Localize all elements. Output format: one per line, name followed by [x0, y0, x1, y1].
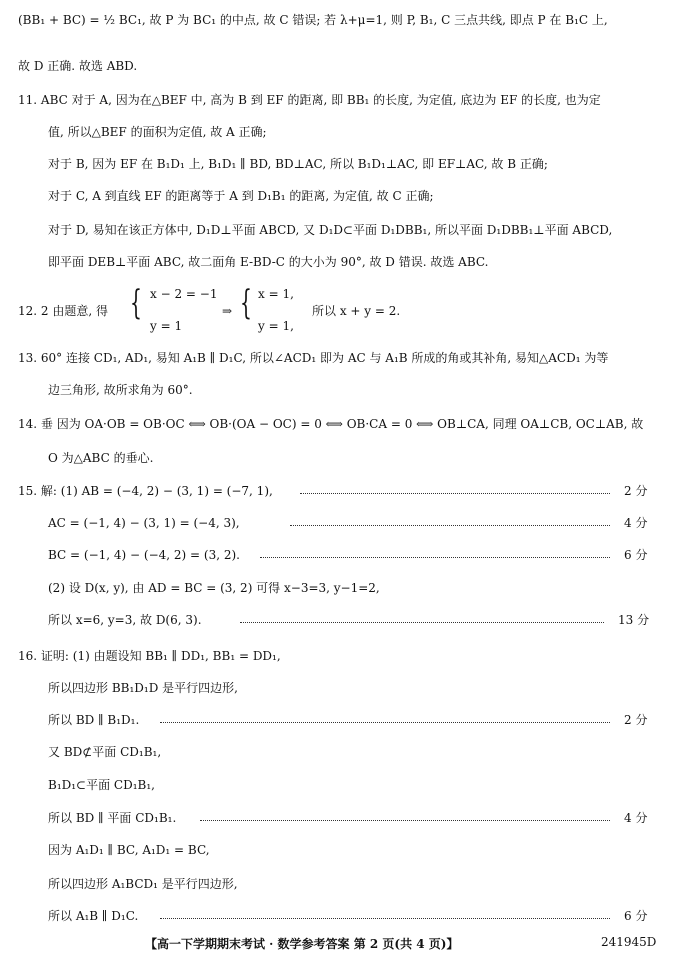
- page-footer-title: 【高一下学期期末考试 · 数学参考答案 第 2 页(共 4 页)】: [145, 937, 459, 951]
- score-label: 2 分: [624, 713, 648, 727]
- q15-line-1: 15. 解: (1) AB = (−4, 2) − (3, 1) = (−7, 1),: [18, 484, 273, 498]
- leader-dots: [160, 722, 610, 723]
- left-brace-icon: {: [240, 283, 252, 323]
- q15-line-3: BC = (−1, 4) − (−4, 2) = (3, 2).: [48, 548, 240, 562]
- leader-dots: [200, 820, 610, 821]
- score-label: 4 分: [624, 516, 648, 530]
- q15-line-5: 所以 x=6, y=3, 故 D(6, 3).: [48, 613, 202, 627]
- q11-line-3: 对于 B, 因为 EF 在 B₁D₁ 上, B₁D₁ ∥ BD, BD⊥AC, 所以 B₁D₁⊥AC, 即 EF⊥AC, 故 B 正确;: [48, 157, 548, 171]
- q14-line-1: 14. 垂 因为 OA·OB = OB·OC ⟺ OB·(OA − OC) = 0 ⟺ OB·CA = 0 ⟺ OB⊥CA, 同理 OA⊥CB, OC⊥AB, 故: [18, 417, 644, 431]
- q16-line-3: 所以 BD ∥ B₁D₁.: [48, 713, 140, 727]
- q16-line-4: 又 BD⊄平面 CD₁B₁,: [48, 745, 162, 759]
- q11-line-4: 对于 C, A 到直线 EF 的距离等于 A 到 D₁B₁ 的距离, 为定值, 故 C 正确;: [48, 189, 434, 203]
- q16-line-9: 所以 A₁B ∥ D₁C.: [48, 909, 139, 923]
- score-label: 6 分: [624, 909, 648, 923]
- leader-dots: [290, 525, 610, 526]
- q13-line-2: 边三角形, 故所求角为 60°.: [48, 383, 193, 397]
- q11-line-5: 对于 D, 易知在该正方体中, D₁D⊥平面 ABCD, 又 D₁D⊂平面 D₁DBB₁, 所以平面 D₁DBB₁⊥平面 ABCD,: [48, 223, 613, 237]
- score-label: 6 分: [624, 548, 648, 562]
- q16-line-1: 16. 证明: (1) 由题设知 BB₁ ∥ DD₁, BB₁ = DD₁,: [18, 649, 281, 663]
- q11-line-6: 即平面 DEB⊥平面 ABC, 故二面角 E-BD-C 的大小为 90°, 故 D 错误. 故选 ABC.: [48, 255, 489, 269]
- text-line-l1b: 故 D 正确. 故选 ABD.: [18, 59, 138, 73]
- q13-line-1: 13. 60° 连接 CD₁, AD₁, 易知 A₁B ∥ D₁C, 所以∠ACD₁ 即为 AC 与 A₁B 所成的角或其补角, 易知△ACD₁ 为等: [18, 351, 609, 365]
- score-label: 4 分: [624, 811, 648, 825]
- q12-system1-top: x − 2 = −1: [150, 287, 218, 301]
- left-brace-icon: {: [130, 283, 142, 323]
- q12-prefix: 12. 2 由题意, 得: [18, 304, 108, 318]
- q12-system2-bottom: y = 1,: [258, 319, 294, 333]
- page-footer-code: 241945D: [601, 935, 657, 949]
- q14-line-2: O 为△ABC 的垂心.: [48, 451, 154, 465]
- q16-line-7: 因为 A₁D₁ ∥ BC, A₁D₁ = BC,: [48, 843, 210, 857]
- q16-line-6: 所以 BD ∥ 平面 CD₁B₁.: [48, 811, 177, 825]
- q16-line-2: 所以四边形 BB₁D₁D 是平行四边形,: [48, 681, 238, 695]
- leader-dots: [300, 493, 610, 494]
- q16-line-8: 所以四边形 A₁BCD₁ 是平行四边形,: [48, 877, 238, 891]
- score-label: 13 分: [618, 613, 650, 627]
- implies-arrow-icon: ⇒: [222, 304, 233, 318]
- score-label: 2 分: [624, 484, 648, 498]
- q12-system1-bottom: y = 1: [150, 319, 183, 333]
- leader-dots: [160, 918, 610, 919]
- q12-block: [0, 283, 677, 336]
- q16-line-5: B₁D₁⊂平面 CD₁B₁,: [48, 778, 155, 792]
- leader-dots: [260, 557, 610, 558]
- q12-system2-top: x = 1,: [258, 287, 294, 301]
- q11-line-1: 11. ABC 对于 A, 因为在△BEF 中, 高为 B 到 EF 的距离, 即 BB₁ 的长度, 为定值, 底边为 EF 的长度, 也为定: [18, 93, 601, 107]
- q15-line-4: (2) 设 D(x, y), 由 AD = BC = (3, 2) 可得 x−3=3, y−1=2,: [48, 581, 380, 595]
- q12-suffix: 所以 x + y = 2.: [312, 304, 401, 318]
- q11-line-2: 值, 所以△BEF 的面积为定值, 故 A 正确;: [48, 125, 267, 139]
- text-line-l1a: (BB₁ + BC) = ½ BC₁, 故 P 为 BC₁ 的中点, 故 C 错误; 若 λ+μ=1, 则 P, B₁, C 三点共线, 即点 P 在 B₁C 上,: [18, 13, 608, 27]
- leader-dots: [240, 622, 604, 623]
- q15-line-2: AC = (−1, 4) − (3, 1) = (−4, 3),: [48, 516, 240, 530]
